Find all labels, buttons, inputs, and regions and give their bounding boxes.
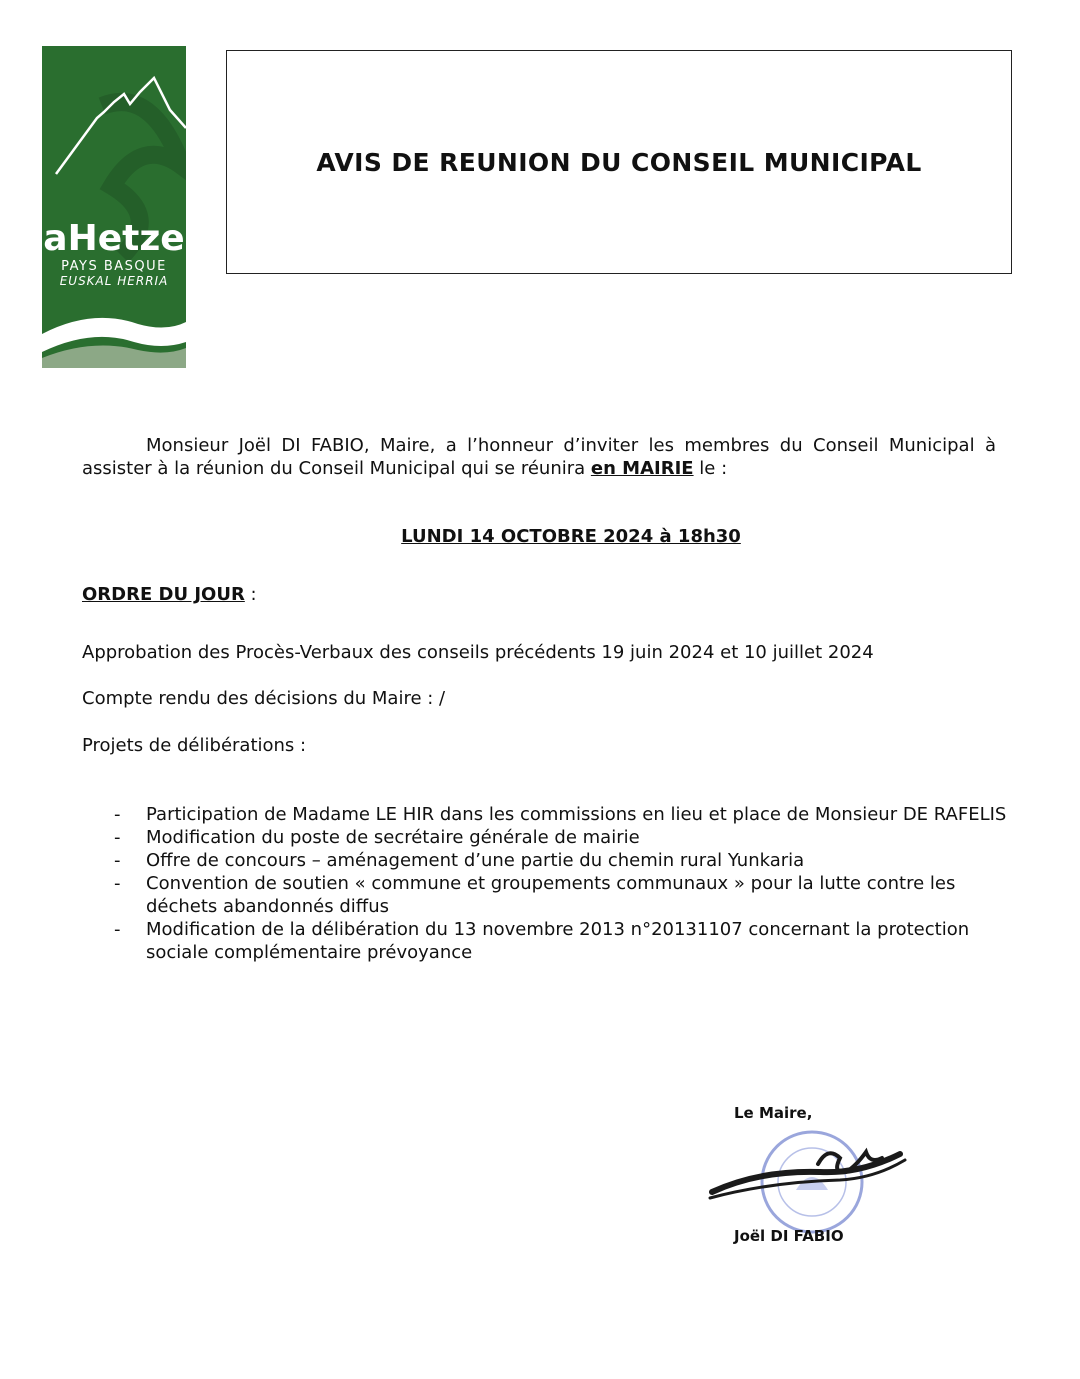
list-item: - Modification du poste de secrétaire générale de mairie [114,827,640,848]
title-box [226,50,1012,274]
aHetze-logo [42,46,186,368]
agenda-heading-row [82,583,257,606]
list-item: - Modification de la délibération du 13 novembre 2013 n°20131107 concernant la protection sociale complémentaire prévoyance [114,919,970,963]
intro-part-1: Monsieur Joël DI FABIO, Maire, a l’honneur d’inviter les membres du Conseil Municipal à assister à la réunion du Conseil Municipal qui se réunira [82,435,996,479]
list-item-text: Convention de soutien « commune et groupements communaux » pour la lutte contre les déchets abandonnés diffus [146,873,956,917]
list-item: - Convention de soutien « commune et groupements communaux » pour la lutte contre les déchets abandonnés diffus [114,873,956,917]
deliberation-list [82,803,1032,964]
page-title: AVIS DE REUNION DU CONSEIL MUNICIPAL [316,147,922,177]
signature-name: Joël DI FABIO [734,1227,844,1245]
list-item: - Offre de concours – aménagement d’une partie du chemin rural Yunkaria [114,850,805,871]
mayor-signature-stamp [700,1120,910,1240]
list-item-text: Modification du poste de secrétaire générale de mairie [146,827,640,848]
meeting-date: LUNDI 14 OCTOBRE 2024 à 18h30 [401,526,741,547]
list-item-text: Offre de concours – aménagement d’une partie du chemin rural Yunkaria [146,850,805,871]
list-item-text: Modification de la délibération du 13 novembre 2013 n°20131107 concernant la protection sociale complémentaire prévoyance [146,919,970,963]
agenda-heading-suffix: : [244,584,257,605]
logo-line-2: EUSKAL HERRIA [59,274,169,288]
agenda-report: Compte rendu des décisions du Maire : / [82,688,446,709]
list-item: - Participation de Madame LE HIR dans les commissions en lieu et place de Monsieur DE RAFELIS [114,804,1007,825]
intro-part-2: le : [693,458,728,479]
meeting-place: en MAIRIE [590,458,694,479]
agenda-projects-label: Projets de délibérations : [82,735,307,756]
logo-line-1: PAYS BASQUE [61,259,167,274]
list-item-text: Participation de Madame LE HIR dans les commissions en lieu et place de Monsieur DE RAFELIS [146,804,1007,825]
signature-role: Le Maire, [734,1104,813,1122]
agenda-heading: ORDRE DU JOUR [82,584,245,605]
intro-paragraph [82,434,996,480]
agenda-approval: Approbation des Procès-Verbaux des conseils précédents 19 juin 2024 et 10 juillet 2024 [82,642,874,663]
logo-name: aHetze [43,218,185,259]
